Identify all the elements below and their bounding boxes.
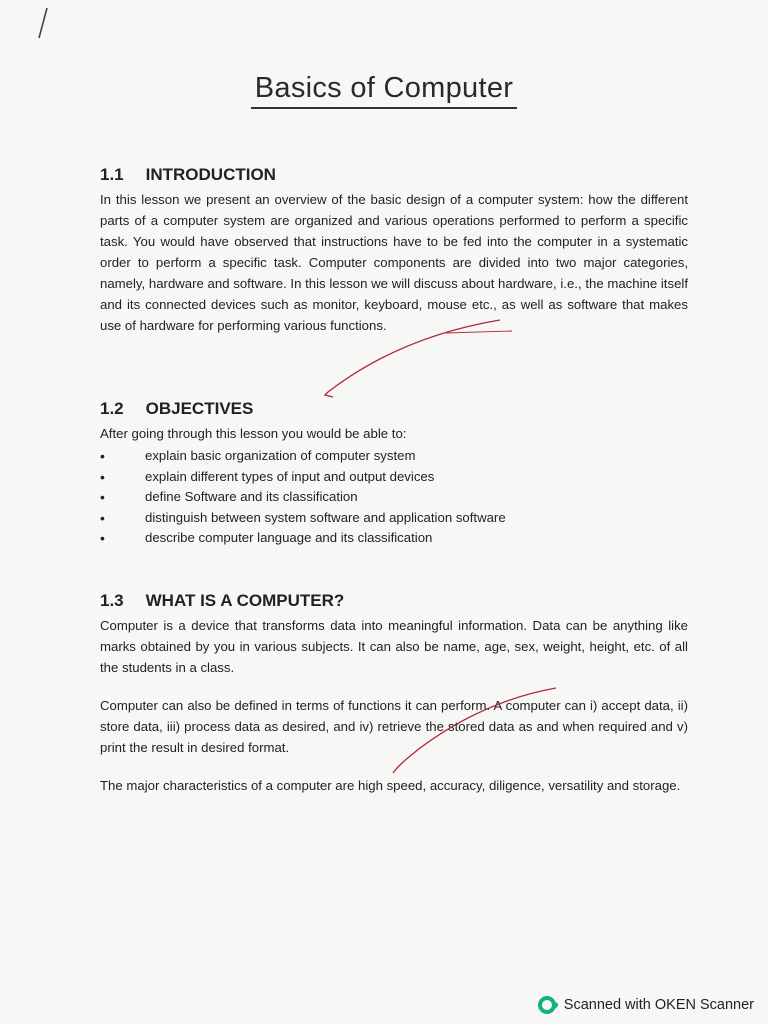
- bullet-icon: •: [100, 448, 105, 464]
- objectives-intro: After going through this lesson you would be able to:: [100, 426, 407, 441]
- pen-mark-icon: [36, 6, 50, 40]
- section-title: OBJECTIVES: [145, 399, 254, 418]
- bullet-icon: •: [100, 509, 105, 526]
- objectives-list: [100, 446, 688, 549]
- section-heading: [100, 591, 688, 611]
- list-item: • explain basic organization of computer system: [100, 446, 688, 467]
- section-title: INTRODUCTION: [145, 165, 276, 184]
- section-number: 1.2: [100, 399, 124, 418]
- bullet-icon: •: [100, 530, 105, 547]
- section-title: WHAT IS A COMPUTER?: [145, 591, 345, 610]
- scanner-footer: [538, 996, 754, 1014]
- list-item: • describe computer language and its classification: [100, 528, 688, 549]
- list-item: • distinguish between system software and application software: [100, 508, 688, 529]
- paragraph: Computer can also be defined in terms of functions it can perform. A computer can i) accept data, ii) store data, iii) process data as desired, and iv) retrieve the stored data as and when required and v) print the result in desired format.: [100, 698, 688, 755]
- section-number: 1.1: [100, 165, 124, 184]
- section-what-is-computer: [100, 591, 688, 796]
- section-heading: [100, 399, 688, 419]
- oken-scanner-logo-icon: [538, 996, 556, 1014]
- paragraph: Computer is a device that transforms data into meaningful information. Data can be anything like marks obtained by you in various subjects. It can also be name, age, sex, weight, height, etc. of all the students in a class.: [100, 618, 688, 675]
- section-introduction: [100, 165, 688, 336]
- section-objectives: [100, 399, 688, 549]
- list-item: • explain different types of input and output devices: [100, 467, 688, 488]
- bullet-icon: •: [100, 489, 105, 506]
- section-heading: [100, 165, 688, 185]
- paragraph: The major characteristics of a computer are high speed, accuracy, diligence, versatility and storage.: [100, 778, 681, 793]
- paragraph: In this lesson we present an overview of the basic design of a computer system: how the different parts of a computer system are organized and various operations performed to perform a specific task. You would have observed that instructions have to be fed into the computer in a systematic order to perform a specific task. Computer components are divided into two major categories, namely, hardware and software. In this lesson we will discuss about hardware, i.e., the machine itself and its connected devices such as monitor, keyboard, mouse etc., as well as software that makes use of hardware for performing various functions.: [100, 192, 688, 333]
- bullet-icon: •: [100, 468, 105, 485]
- document-title: Basics of Computer: [0, 72, 768, 109]
- section-number: 1.3: [100, 591, 124, 610]
- list-item: • define Software and its classification: [100, 487, 688, 508]
- footer-text: Scanned with OKEN Scanner: [563, 997, 754, 1013]
